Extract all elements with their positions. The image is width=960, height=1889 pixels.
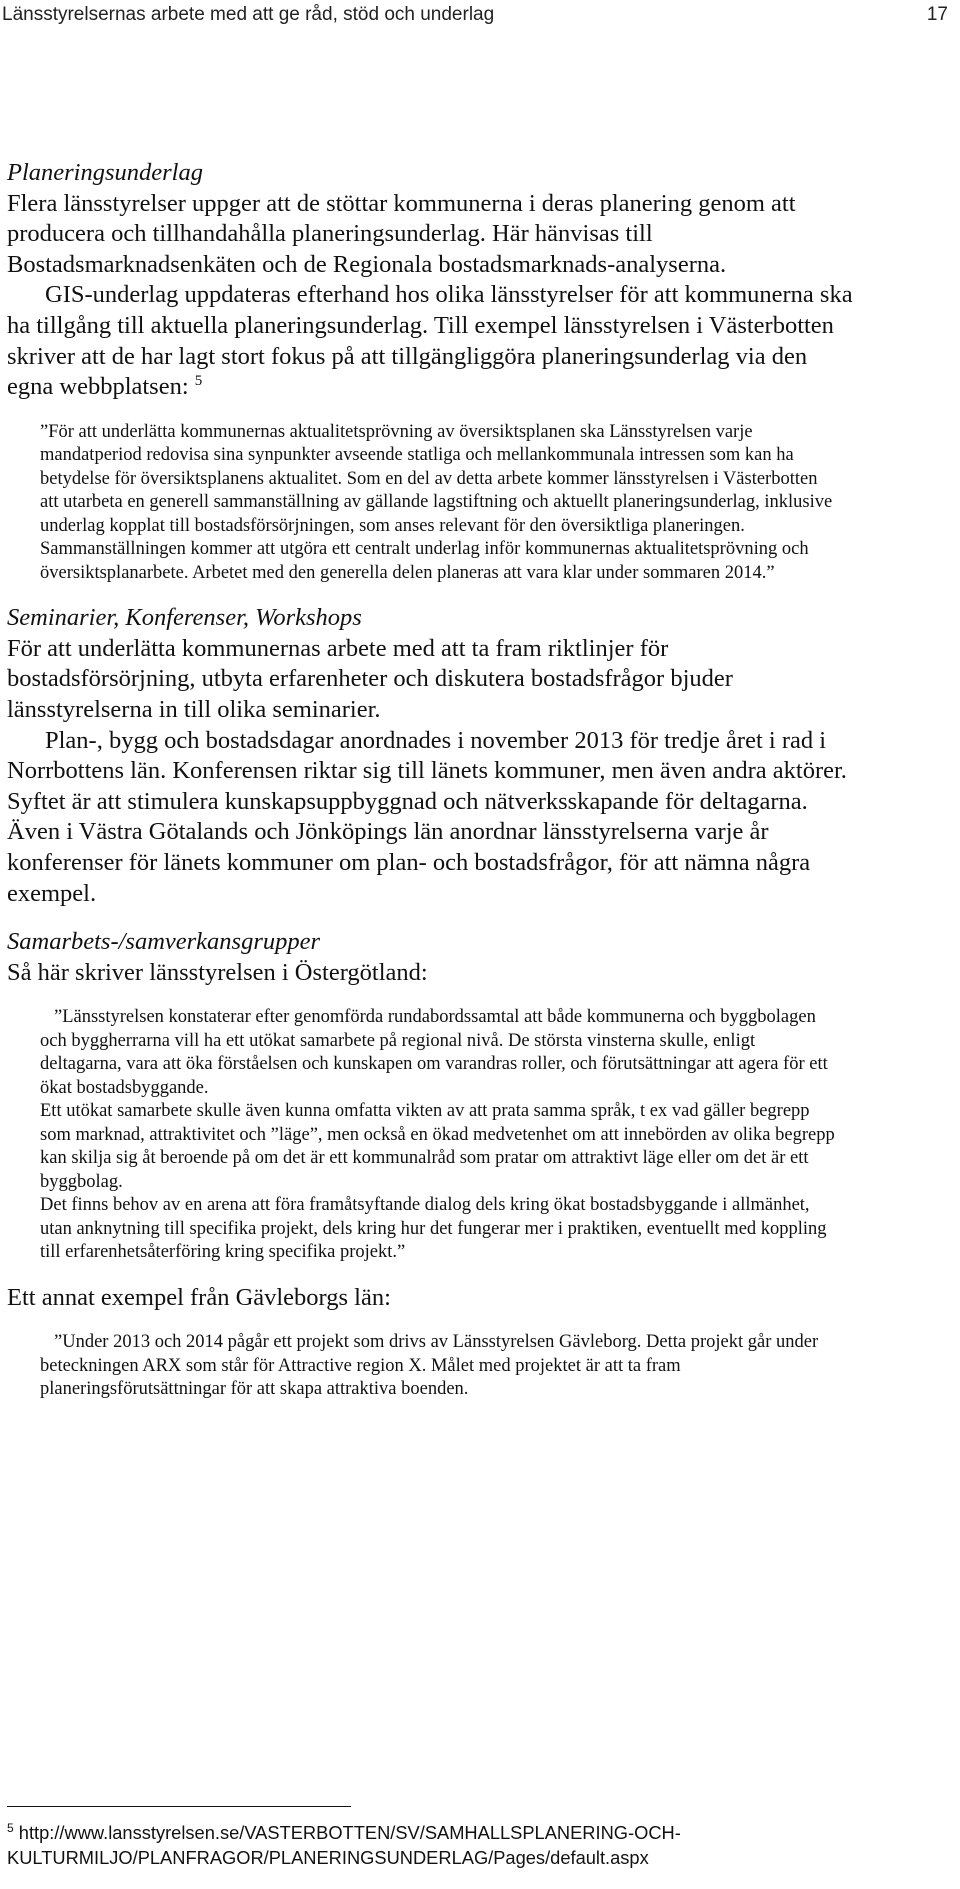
running-title: Länsstyrelsernas arbete med att ge råd, stöd och underlag bbox=[2, 4, 495, 25]
section-heading-seminarier: Seminarier, Konferenser, Workshops bbox=[7, 604, 362, 632]
paragraph: Ett annat exempel från Gävleborgs län: bbox=[7, 1283, 391, 1311]
paragraph-text: GIS-underlag uppdateras efterhand hos olika länsstyrelser för att kommunerna ska ha tillgång till aktuella planeringsunderlag. Till exempel länsstyrelsen i Västerbotten skriver att de har lagt stort fokus på att tillgängliggöra planeringsunderlag via den egna webbplatsen: bbox=[7, 281, 853, 401]
paragraph bbox=[7, 280, 857, 402]
paragraph: Så här skriver länsstyrelsen i Östergötland: bbox=[7, 958, 428, 986]
footnote-number: 5 bbox=[7, 1820, 14, 1835]
paragraph: Plan-, bygg och bostadsdagar anordnades i november 2013 för tredje året i rad i Norrbottens län. Konferensen riktar sig till länets kommuner, men även andra aktörer. Syftet är att stimulera kunskapsuppbyggnad och nätverksskapande för deltagarna. Även i Västra Götalands och Jönköpings län anordnar länsstyrelserna varje år konferenser för länets kommuner om plan- och bostadsfrågor, för att nämna några exempel. bbox=[7, 726, 847, 907]
quote-text: Ett utökat samarbete skulle även kunna omfatta vikten av att prata samma språk, t ex vad gäller begrepp som marknad, attraktivitet och ”läge”, men också en ökad medvetenhet om att innebörden av olika begrepp kan skilja sig åt beroende på om det är ett kommunalråd som pratar om attraktivt läge eller om det är ett byggbolag. bbox=[40, 1101, 835, 1192]
paragraph: Flera länsstyrelser uppger att de stöttar kommunerna i deras planering genom att producera och tillhandahålla planeringsunderlag. Här hänvisas till Bostadsmarknadsenkäten och de Regionala bostadsmarknads-analyserna. bbox=[7, 189, 796, 278]
block-quote bbox=[40, 1331, 840, 1402]
quote-text: ”Länsstyrelsen konstaterar efter genomförda rundabordssamtal att både kommunerna och byggbolagen och byggherrarna vill ha ett utökat samarbete på regional nivå. De största vinsterna skulle, enligt deltagarna, vara att öka förståelsen och kunskapen om varandras roller, och förutsättningar att agera för ett ökat bostadsbyggande. bbox=[40, 1007, 828, 1098]
document-body bbox=[7, 158, 857, 1402]
page-number: 17 bbox=[926, 4, 948, 25]
footnote-link[interactable]: http://www.lansstyrelsen.se/VASTERBOTTEN/SV/SAMHALLSPLANERING-OCH-KULTURMILJO/PLANFRAGOR/PLANERINGSUNDERLAG/Pages/default.aspx bbox=[7, 1822, 681, 1868]
section-heading-planeringsunderlag: Planeringsunderlag bbox=[7, 159, 203, 186]
quote-text: ”För att underlätta kommunernas aktualitetsprövning av översiktsplanen ska Länsstyrelsen varje mandatperiod redovisa sina synpunkter avseende statliga och mellankommunala intressen som kan ha betydelse för översiktsplanens aktualitet. Som en del av detta arbete kommer länsstyrelsen i Västerbotten att utarbeta en generell sammanställning av gällande lagstiftning och aktuellt planeringsunderlag, inklusive underlag kopplat till bostadsförsörjningen, som anses relevant för den översiktliga planeringen. Sammanställningen kommer att utgöra ett centralt underlag inför kommunernas aktualitetsprövning och översiktsplanarbete. Arbetet med den generella delen planeras att vara klar under sommaren 2014.” bbox=[40, 421, 833, 583]
footnote bbox=[7, 1820, 937, 1870]
paragraph: För att underlätta kommunernas arbete med att ta fram riktlinjer för bostadsförsörjning, utbyta erfarenheter och diskutera bostadsfrågor bjuder länsstyrelserna in till olika seminarier. bbox=[7, 634, 733, 724]
block-quote bbox=[40, 1006, 840, 1265]
footnote-separator bbox=[7, 1806, 351, 1807]
quote-text: ”Under 2013 och 2014 pågår ett projekt som drivs av Länsstyrelsen Gävleborg. Detta projekt går under beteckningen ARX som står för Attractive region X. Målet med projektet är att ta fram planeringsförutsättningar för att skapa attraktiva boenden. bbox=[40, 1332, 819, 1400]
page-header bbox=[0, 0, 960, 30]
section-heading-samarbete: Samarbets-/samverkansgrupper bbox=[7, 928, 321, 956]
block-quote bbox=[40, 421, 840, 586]
quote-text: Det finns behov av en arena att föra framåtsyftande dialog dels kring ökat bostadsbyggande i allmänhet, utan anknytning till specifika projekt, dels kring hur det fungerar mer i praktiken, eventuellt med koppling till erfarenhetsåterföring kring specifika projekt.” bbox=[40, 1195, 827, 1263]
footnote-reference[interactable]: 5 bbox=[194, 373, 203, 389]
